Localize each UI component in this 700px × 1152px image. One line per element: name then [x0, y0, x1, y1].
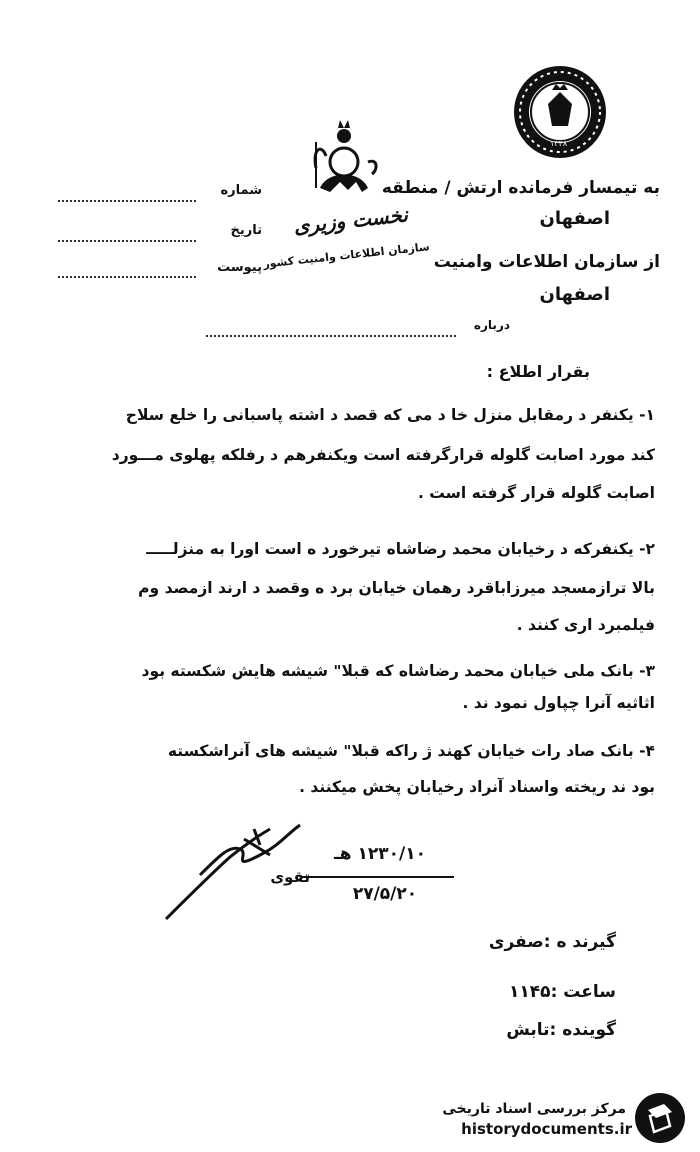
- subject-label: درباره: [473, 318, 510, 332]
- paragraph-line-3: اصابت گلوله قرار گرفته است .: [417, 484, 655, 502]
- watermark-name: مرکز بررسی اسناد تاریخی: [442, 1101, 626, 1117]
- signatory-name: تقوی: [270, 868, 310, 886]
- organization-name: سازمان اطلاعات وامنیت کشور: [262, 240, 431, 271]
- paragraph-line-8: اثاثیه آنرا چپاول نمود ند .: [462, 694, 655, 712]
- emblem-year: ۱۳۴۸: [550, 139, 568, 148]
- field-number-label: شماره: [220, 183, 262, 198]
- recipient-line: به تیمسار فرمانده ارتش / منطقه: [381, 178, 660, 198]
- field-number-line: [58, 200, 196, 202]
- field-attachment-label: پیوست: [217, 260, 262, 275]
- paragraph-line-2: کند مورد اصابت گلوله قرارگرفته است ویکنفرهم د رفلکه پهلوی مـــورد: [111, 446, 655, 464]
- paragraph-line-6: فیلمبرد اری کنند .: [516, 616, 655, 634]
- watermark-url: historydocuments.ir: [461, 1120, 632, 1138]
- lion-sun-emblem: [308, 118, 380, 210]
- field-attachment-line: [58, 276, 196, 278]
- paragraph-line-4: ۲- یکنفرکه د رخیابان محمد رضاشاه تیرخورد ه است اورا به منزلـــــ: [146, 540, 655, 558]
- paragraph-line-1: ۱- یکنفر د رمقابل منزل خا د می که قصد د اشته پاسبانی را خلع سلاح: [125, 406, 655, 424]
- recipient-city: اصفهان: [539, 208, 610, 229]
- archive-logo-icon: [634, 1092, 686, 1144]
- field-date-label: تاریخ: [230, 223, 262, 238]
- signature-date: ۲۷/۵/۲۰: [352, 884, 418, 904]
- imperial-emblem: [512, 54, 608, 168]
- paragraph-line-7: ۳- بانک ملی خیابان محمد رضاشاه که قبلا" شیشه هایش شکسته بود: [141, 662, 655, 680]
- time-line: ساعت :۱۱۴۵: [509, 982, 616, 1002]
- sender-city: اصفهان: [539, 284, 610, 305]
- paragraph-line-5: بالا ترازمسجد میرزاباقرد رهمان خیابان برد ه وقصد د ارند ازمصد وم: [138, 579, 655, 597]
- ministry-title: نخست وزیری: [292, 202, 409, 239]
- paragraph-line-9: ۴- بانک صاد رات خیابان کهند ژ راکه قبلا" شیشه های آنراشکسته: [167, 742, 655, 760]
- receiver-line: گیرند ه :صفری: [488, 932, 616, 952]
- paragraph-line-10: بود ند ریخته واسناد آنراد رخیابان پخش میکنند .: [299, 778, 655, 796]
- sender-line: از سازمان اطلاعات وامنیت: [433, 252, 660, 272]
- signature-rule: [302, 876, 454, 878]
- reference-number: ۱۲۳۰/۱۰ هـ: [334, 844, 426, 864]
- speaker-line: گوینده :تابش: [506, 1020, 616, 1040]
- field-date-line: [58, 240, 196, 242]
- subject-line: [206, 335, 456, 337]
- intro-text: بقرار اطلاع :: [486, 362, 590, 381]
